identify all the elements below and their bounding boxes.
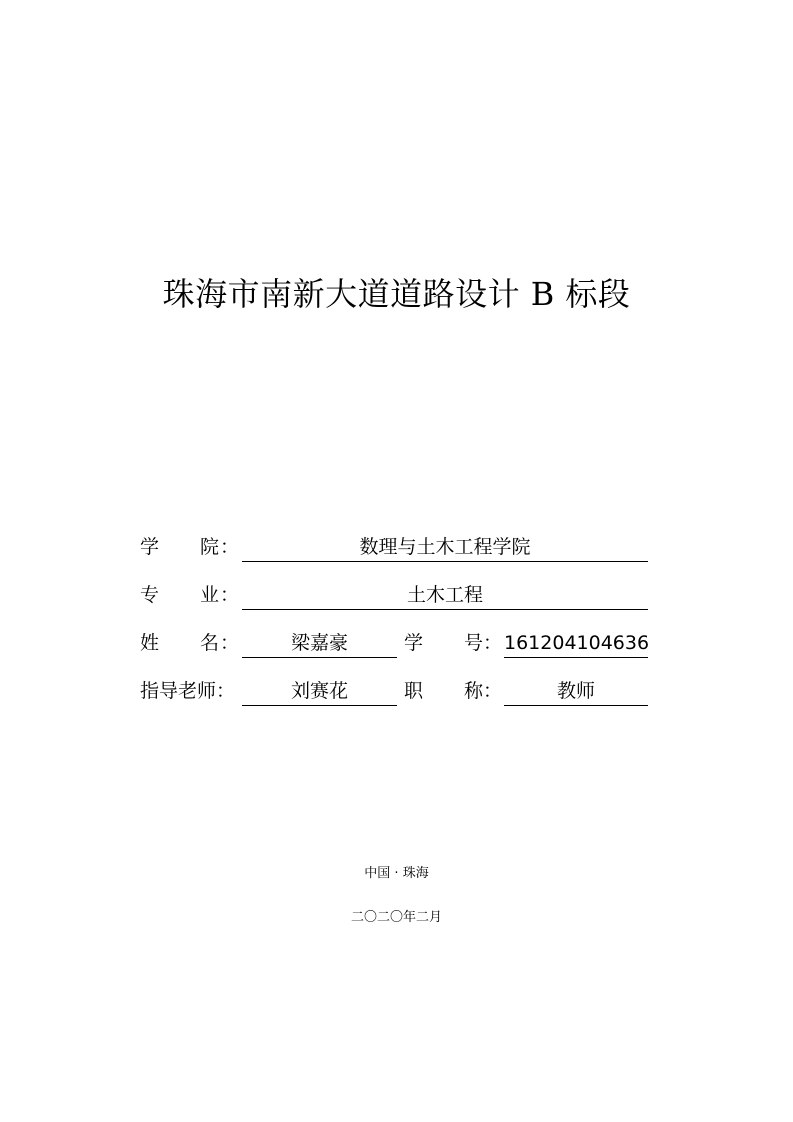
student-id-field: 161204104636 — [504, 627, 648, 658]
major-label-char2-wrap — [200, 579, 239, 611]
major-field: 土木工程 — [242, 579, 648, 610]
title-rank-label-colon: ： — [483, 680, 503, 702]
form-row-major — [0, 579, 793, 611]
title-rank-label-char2: 称 — [464, 680, 484, 702]
advisor-label: 指导老师： — [140, 680, 236, 702]
name-label-colon: ： — [220, 632, 240, 654]
student-id-label-char2: 号 — [464, 632, 484, 654]
student-id-label-char1: 学 — [404, 632, 424, 654]
college-label-char2-wrap — [200, 531, 239, 563]
title-rank-field: 教师 — [504, 675, 648, 706]
major-label-char2: 业 — [200, 584, 220, 606]
name-label-char2-wrap — [200, 627, 239, 659]
college-label-char2: 院 — [200, 536, 220, 558]
form-row-name-id — [0, 627, 793, 659]
document-title: 珠海市南新大道道路设计 B 标段 — [162, 275, 631, 313]
title-rank-label-char1: 职 — [404, 680, 424, 702]
student-id-label-char2-wrap — [464, 627, 502, 659]
college-label-colon: ： — [220, 536, 240, 558]
major-label-colon: ： — [220, 584, 240, 606]
advisor-field: 刘赛花 — [242, 675, 397, 706]
form-row-advisor-title — [0, 675, 793, 707]
footer-location: 中国 · 珠海 — [364, 866, 429, 881]
name-label-char2: 名 — [200, 632, 220, 654]
footer-date: 二〇二〇年二月 — [350, 910, 442, 925]
college-label-char1: 学 — [140, 536, 160, 558]
college-field: 数理与土木工程学院 — [242, 531, 648, 562]
student-id-label-colon: ： — [483, 632, 503, 654]
form-row-college — [0, 531, 793, 563]
name-label-char1: 姓 — [140, 632, 160, 654]
name-field: 梁嘉豪 — [242, 627, 397, 658]
major-label-char1: 专 — [140, 584, 160, 606]
title-rank-label-char2-wrap — [464, 675, 502, 707]
